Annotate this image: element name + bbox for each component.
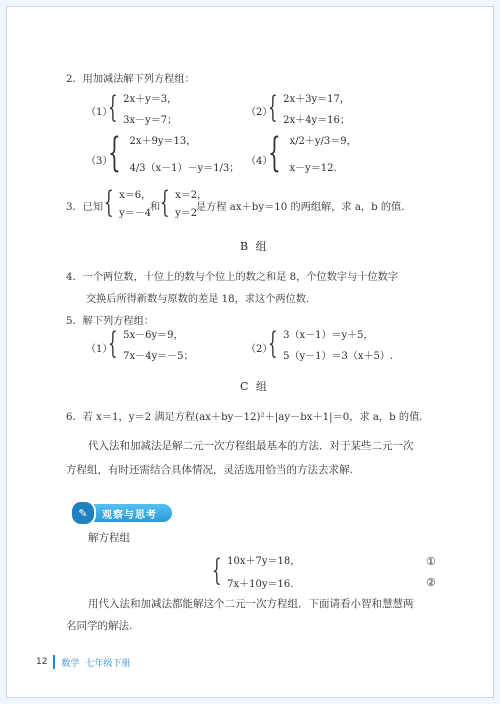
brace-icon: { bbox=[268, 90, 278, 125]
q3-mid: 和 bbox=[150, 202, 161, 213]
brace-icon: { bbox=[108, 90, 118, 125]
badge-label: 观察与思考 bbox=[102, 509, 157, 521]
q3-post: 是方程 ax＋by＝10 的两组解，求 a，b 的值. bbox=[196, 202, 405, 213]
solve-label: 解方程组 bbox=[88, 532, 130, 544]
brace-icon: { bbox=[268, 130, 281, 176]
q2-p1-eq2: 3x－y＝7； bbox=[123, 115, 178, 126]
q3-s1-eq2: y＝－4 bbox=[119, 208, 152, 219]
reading-person-icon: ✎ bbox=[70, 500, 96, 526]
q2-p4-eq1: x/2＋y/3＝9， bbox=[289, 136, 357, 147]
page-footer bbox=[36, 655, 130, 669]
page-number: 12 bbox=[36, 657, 48, 667]
q3-s2-eq1: x＝2， bbox=[175, 190, 208, 201]
q2-p4-system bbox=[268, 132, 357, 174]
q5-p1-label: （1） bbox=[86, 344, 113, 355]
q4-line2: 交换后所得新数与原数的差是 18，求这个两位数. bbox=[86, 294, 310, 305]
q6-text: 6．若 x＝1，y＝2 满足方程(ax＋by－12)²＋|ay－bx＋1|＝0，求 a，b 的值. bbox=[66, 412, 423, 423]
q2-p4-eq2: x－y＝12. bbox=[289, 163, 337, 174]
q2-p2-eq1: 2x＋3y＝17， bbox=[283, 94, 350, 105]
q2-p2-system bbox=[268, 90, 350, 126]
methods-paragraph-line2: 名同学的解法. bbox=[66, 620, 133, 632]
brace-icon: { bbox=[212, 553, 222, 588]
example-system bbox=[212, 552, 300, 590]
intro-paragraph-line2: 方程组，有时还需结合具体情况，灵活选用恰当的方法去求解. bbox=[66, 464, 353, 476]
q5-p1-eq1: 5x－6y＝9， bbox=[123, 330, 184, 341]
q5-p2-eq2: 5（y－1）＝3（x＋5）. bbox=[283, 351, 394, 362]
footer-divider bbox=[53, 655, 55, 669]
q5-p2-system bbox=[268, 326, 393, 362]
example-eq1: 10x＋7y＝18， bbox=[227, 556, 301, 567]
footer-subject: 数学 bbox=[61, 658, 80, 669]
example-eq2: 7x＋10y＝16. bbox=[227, 579, 294, 590]
q2-p2-eq2: 2x＋4y＝16； bbox=[283, 115, 350, 126]
q2-p1-label: （1） bbox=[86, 107, 113, 118]
q3-system-1 bbox=[104, 186, 151, 219]
brace-icon: { bbox=[104, 184, 114, 220]
q2-p3-eq2: 4/3（x－1）－y＝1/3； bbox=[129, 163, 240, 174]
footer-book: 七年级下册 bbox=[85, 658, 131, 669]
q2-p3-label: （3） bbox=[86, 156, 113, 167]
q2-p2-label: （2） bbox=[246, 107, 273, 118]
q2-p3-eq1: 2x＋9y＝13， bbox=[129, 136, 197, 147]
brace-icon: { bbox=[268, 326, 278, 361]
q5-p2-label: （2） bbox=[246, 344, 273, 355]
q5-p1-eq2: 7x－4y＝－5； bbox=[123, 351, 194, 362]
equation-number-2: ② bbox=[426, 576, 436, 589]
q2-p3-system bbox=[108, 132, 239, 174]
q4-line1: 4．一个两位数，十位上的数与个位上的数之和是 8，个位数字与十位数字 bbox=[66, 272, 399, 283]
q5-prompt: 5．解下列方程组： bbox=[66, 316, 154, 327]
q5-p2-eq1: 3（x－1）＝y＋5， bbox=[283, 330, 374, 341]
q2-p4-label: （4） bbox=[246, 156, 273, 167]
equation-number-1: ① bbox=[426, 555, 436, 568]
q2-p1-eq1: 2x＋y＝3， bbox=[123, 94, 178, 105]
q3-s2-eq2: y＝2 bbox=[175, 208, 198, 219]
q2-prompt: 2．用加减法解下列方程组： bbox=[66, 74, 195, 85]
q3-s1-eq1: x＝6， bbox=[119, 190, 152, 201]
group-b-heading: B 组 bbox=[240, 240, 269, 253]
brace-icon: { bbox=[108, 130, 121, 176]
q5-p1-system bbox=[108, 326, 193, 362]
q3-pre: 3．已知 bbox=[66, 202, 104, 213]
q2-p1-system bbox=[108, 90, 177, 126]
intro-paragraph-line1: 代入法和加减法是解二元一次方程组最基本的方法．对于某些二元一次 bbox=[88, 440, 414, 452]
group-c-heading: C 组 bbox=[240, 380, 269, 393]
methods-paragraph-line1: 用代入法和加减法都能解这个二元一次方程组．下面请看小智和慧慧两 bbox=[88, 598, 414, 610]
brace-icon: { bbox=[160, 184, 170, 220]
brace-icon: { bbox=[108, 326, 118, 361]
observe-think-badge bbox=[74, 504, 172, 522]
